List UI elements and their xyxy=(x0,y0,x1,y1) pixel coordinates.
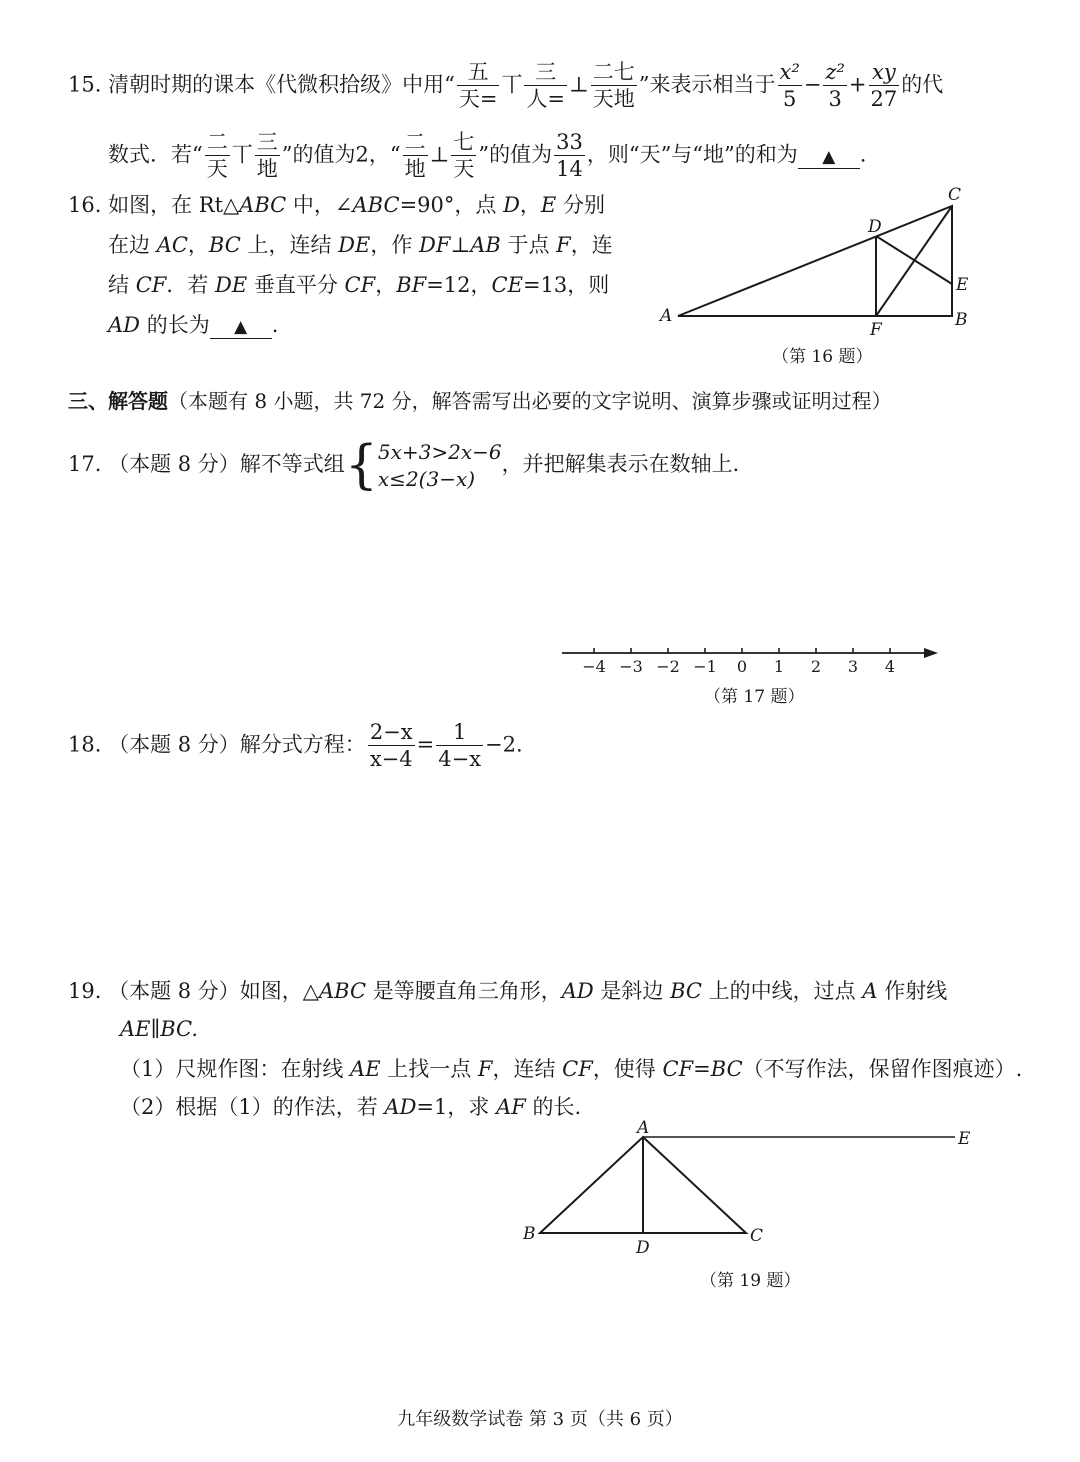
triangle-abc xyxy=(678,206,952,316)
segment-cf xyxy=(876,206,952,316)
q16-line-3: 结 CF．若 DE 垂直平分 CF，BF=12，CE=13，则 xyxy=(108,273,610,297)
q19-part-1: （1）尺规作图：在射线 AE 上找一点 F，连结 CF，使得 CF=BC（不写作法，保留作图痕迹）. xyxy=(120,1057,1023,1081)
label-e: E xyxy=(958,1129,971,1149)
number-line-tick-label: −3 xyxy=(619,657,643,676)
inequality-system: 5x+3>2x−6 x≤2(3−x) xyxy=(377,439,502,491)
label-b: B xyxy=(523,1224,536,1244)
q15-line-2: 数式．若“ $\frac{\text{二}}{\text{天}}$ 丅 $\frac{\text{三}}{\text{地}}$ ”的值为2，“ $\frac{\text{二}}{\text{地}}$ ⊥ $\frac{\text{七}}{\text{天}}$ ”的值为 $\frac{33}{14}$ ，则“天”与“地”的和为 ▲ . xyxy=(108,130,867,181)
q19-caption: （第 19 题） xyxy=(700,1271,801,1291)
q19-part-2: （2）根据（1）的作法，若 AD=1，求 AF 的长. xyxy=(120,1095,582,1119)
answer-blank-q16: ▲ xyxy=(210,316,272,339)
label-a: A xyxy=(660,306,673,326)
q19-figure xyxy=(515,1115,985,1260)
q19-line-2: AE∥BC. xyxy=(120,1017,199,1041)
number-line-tick-label: −4 xyxy=(582,657,606,676)
q15-math-fraction-1: $\frac{\text{x²}}{5}$ xyxy=(779,60,800,111)
number-line xyxy=(560,640,950,680)
q15-fraction-3: $\frac{\text{二七}}{\text{天地}}$ xyxy=(592,60,635,111)
q17-number: 17. xyxy=(68,452,102,476)
number-line-tick-label: −2 xyxy=(656,657,680,676)
number-line-tick-label: −1 xyxy=(693,657,717,676)
q15-line-1: 15. 清朝时期的课本《代微积拾级》中用“ $\frac{\text{五}}{\text{天=}}$ 丅 $\frac{\text{三}}{\text{人=}}$ ⊥ $\frac{\text{二七}}{\text{天地}}$ ”来表示相当于 $\frac{\text{x²}}{5}$ − $\frac{\text{z²}}{3}$ + $\frac{xy}{27}$ 的代 xyxy=(68,60,944,111)
q15-fraction-1: $\frac{\text{五}}{\text{天=}}$ xyxy=(458,60,498,111)
page-footer: 九年级数学试卷 第 3 页（共 6 页） xyxy=(397,1409,683,1430)
number-line-tick-label: 3 xyxy=(847,657,859,676)
q18-number: 18. xyxy=(68,732,102,757)
label-f: F xyxy=(870,320,882,340)
q17-caption: （第 17 题） xyxy=(704,687,805,707)
q16-figure xyxy=(650,180,980,340)
q15-math-fraction-2: $\frac{\text{z²}}{3}$ xyxy=(825,60,845,111)
q18-line: 18. （本题 8 分）解分式方程： $\frac{2-x}{x-4}$ = $\frac{1}{4-x}$ −2. xyxy=(68,720,523,771)
number-line-tick-label: 2 xyxy=(810,657,822,676)
system-brace: { xyxy=(344,435,378,496)
label-e: E xyxy=(956,275,969,295)
q19-number: 19. xyxy=(68,979,102,1003)
answer-blank-q15: ▲ xyxy=(798,146,860,169)
number-line-tick-label: 1 xyxy=(773,657,785,676)
q15-math-fraction-3: $\frac{xy}{27}$ xyxy=(870,60,898,111)
q16-number: 16. xyxy=(68,193,102,217)
label-b: B xyxy=(955,310,968,330)
q16-line-1: 16. 如图，在 Rt△ABC 中，∠ABC=90°，点 D，E 分别 xyxy=(68,193,605,217)
section3-header xyxy=(68,386,892,416)
q16-line-2: 在边 AC，BC 上，连结 DE，作 DF⊥AB 于点 F，连 xyxy=(108,233,613,257)
q19-line-1: 19. （本题 8 分）如图，△ABC 是等腰直角三角形，AD 是斜边 BC 上的中线，过点 A 作射线 xyxy=(68,979,948,1003)
q16-line-4: AD 的长为 ▲ . xyxy=(108,313,279,337)
q16-caption: （第 16 题） xyxy=(772,347,873,367)
q15-fraction-2: $\frac{\text{三}}{\text{人=}}$ xyxy=(526,60,566,111)
label-c: C xyxy=(948,185,962,205)
q15-number: 15. xyxy=(68,72,102,97)
number-line-tick-label: 0 xyxy=(736,657,748,676)
label-d: D xyxy=(868,217,882,237)
label-a: A xyxy=(637,1118,650,1138)
label-d: D xyxy=(636,1238,650,1258)
section3-desc: （本题有 8 小题，共 72 分，解答需写出必要的文字说明、演算步骤或证明过程） xyxy=(168,389,892,413)
q18-left-fraction: $\frac{2-x}{x-4}$ xyxy=(369,720,413,771)
section3-title: 三、解答题 xyxy=(68,389,168,413)
q18-right-fraction: $\frac{1}{4-x}$ xyxy=(438,720,482,771)
arrow-right-icon xyxy=(924,648,938,658)
label-c: C xyxy=(750,1226,764,1246)
number-line-tick-label: 4 xyxy=(884,657,896,676)
q17-line: 17. （本题 8 分）解不等式组{ 5x+3>2x−6 x≤2(3−x) ，并把解集表示在数轴上． xyxy=(68,435,754,496)
